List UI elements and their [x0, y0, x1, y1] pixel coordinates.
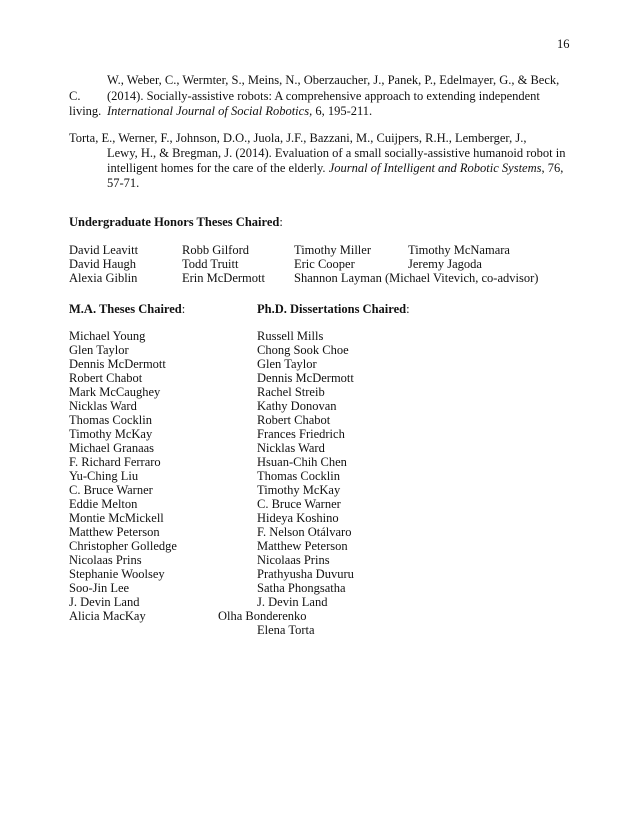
reference-torta-volume: , 76, [541, 161, 564, 175]
ma-student-name: Yu-Ching Liu [69, 469, 139, 483]
phd-student-name: Hsuan-Chih Chen [257, 455, 347, 469]
phd-student-name: Russell Mills [257, 329, 324, 343]
phd-student-name: F. Nelson Otálvaro [257, 525, 352, 539]
phd-student-name: J. Devin Land [257, 595, 328, 609]
reference-torta-title-end: intelligent homes for the care of the elderly. [107, 161, 329, 175]
honors-heading: Undergraduate Honors Theses Chaired: [69, 215, 283, 229]
ma-student-name: Nicklas Ward [69, 399, 137, 413]
reference-wermter-line1: W., Weber, C., Wermter, S., Meins, N., Oberzaucher, J., Panek, P., Edelmayer, G., & Beck, [107, 73, 560, 87]
honors-heading-text: Undergraduate Honors Theses Chaired [69, 215, 280, 229]
reference-wermter-pages: 6, 195-211. [312, 104, 373, 118]
honors-student-name: Eric Cooper [294, 257, 355, 271]
reference-wermter-journal: International Journal of Social Robotics, [107, 104, 313, 118]
ma-student-name: F. Richard Ferraro [69, 455, 161, 469]
reference-wermter-prefix-b: living. [69, 104, 102, 118]
phd-student-name: Hideya Koshino [257, 511, 339, 525]
ma-student-name: Michael Young [69, 329, 146, 343]
ma-student-name: Alicia MacKay [69, 609, 146, 623]
phd-student-name: Matthew Peterson [257, 539, 348, 553]
honors-student-name: Jeremy Jagoda [408, 257, 482, 271]
reference-wermter-line2: (2014). Socially-assistive robots: A comprehensive approach to extending independent [107, 89, 540, 103]
ma-student-name: Glen Taylor [69, 343, 129, 357]
phd-student-name: Dennis McDermott [257, 371, 354, 385]
reference-torta-line1: Torta, E., Werner, F., Johnson, D.O., Juola, J.F., Bazzani, M., Cuijpers, R.H., Lemberger, J., [69, 131, 527, 145]
honors-student-name: David Leavitt [69, 243, 139, 257]
phd-student-name: Timothy McKay [257, 483, 341, 497]
phd-student-name: Kathy Donovan [257, 399, 337, 413]
ma-student-name: Dennis McDermott [69, 357, 166, 371]
ma-student-name: Matthew Peterson [69, 525, 160, 539]
phd-student-name: Nicklas Ward [257, 441, 325, 455]
ma-student-name: Michael Granaas [69, 441, 155, 455]
ma-student-name: C. Bruce Warner [69, 483, 153, 497]
phd-student-name: Elena Torta [257, 623, 315, 637]
ma-student-name: Christopher Golledge [69, 539, 177, 553]
phd-student-name: Thomas Cocklin [257, 469, 340, 483]
honors-student-name: Alexia Giblin [69, 271, 138, 285]
ma-heading: M.A. Theses Chaired: [69, 302, 186, 316]
honors-student-name: Robb Gilford [182, 243, 250, 257]
ma-student-name: Nicolaas Prins [69, 553, 142, 567]
ma-student-name: Robert Chabot [69, 371, 143, 385]
reference-torta-line4: 57-71. [107, 176, 140, 190]
page-number: 16 [557, 37, 570, 51]
phd-student-name: Olha Bonderenko [218, 609, 307, 623]
reference-torta-line3 [107, 161, 563, 175]
ma-student-name: Montie McMickell [69, 511, 164, 525]
phd-student-name: Glen Taylor [257, 357, 317, 371]
honors-student-name: Todd Truitt [182, 257, 239, 271]
phd-student-name: Nicolaas Prins [257, 553, 330, 567]
ma-student-name: Mark McCaughey [69, 385, 161, 399]
honors-student-name: David Haugh [69, 257, 136, 271]
honors-student-name: Shannon Layman (Michael Vitevich, co-advisor) [294, 271, 539, 285]
phd-student-name: Prathyusha Duvuru [257, 567, 354, 581]
phd-student-name: Rachel Streib [257, 385, 325, 399]
reference-wermter-prefix-a: C. [69, 89, 81, 103]
honors-student-name: Timothy Miller [294, 243, 371, 257]
ma-heading-text: M.A. Theses Chaired [69, 302, 182, 316]
reference-torta-line2: Lewy, H., & Bregman, J. (2014). Evaluation of a small socially-assistive humanoid robot in [107, 146, 566, 160]
honors-student-name: Timothy McNamara [408, 243, 510, 257]
ma-student-name: Thomas Cocklin [69, 413, 152, 427]
reference-torta-journal: Journal of Intelligent and Robotic Systems [328, 161, 542, 175]
ma-student-name: J. Devin Land [69, 595, 140, 609]
phd-student-name: Robert Chabot [257, 413, 331, 427]
phd-heading: Ph.D. Dissertations Chaired: [257, 302, 410, 316]
ma-student-name: Timothy McKay [69, 427, 153, 441]
ma-student-name: Soo-Jin Lee [69, 581, 130, 595]
ma-student-name: Eddie Melton [69, 497, 138, 511]
phd-student-name: Chong Sook Choe [257, 343, 349, 357]
phd-student-name: Frances Friedrich [257, 427, 345, 441]
phd-student-name: Satha Phongsatha [257, 581, 346, 595]
honors-student-name: Erin McDermott [182, 271, 265, 285]
phd-student-name: C. Bruce Warner [257, 497, 341, 511]
ma-student-name: Stephanie Woolsey [69, 567, 165, 581]
reference-wermter-line3 [107, 104, 372, 118]
phd-heading-text: Ph.D. Dissertations Chaired [257, 302, 407, 316]
